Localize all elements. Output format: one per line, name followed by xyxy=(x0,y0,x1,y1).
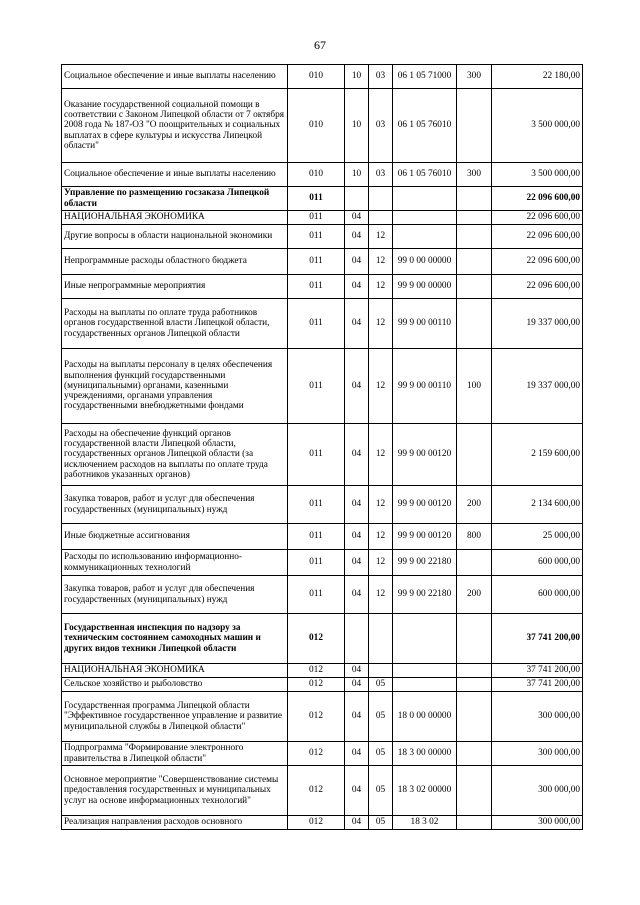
item-name-cell: Расходы на выплаты персоналу в целях обеспечения выполнения функций государственными (муниципальными) органами, казенными учреждениями, органами управления государственными внебюджетными фондами xyxy=(62,349,288,424)
section-code-cell: 04 xyxy=(345,249,369,275)
table-row xyxy=(62,349,583,424)
section-code-cell: 04 xyxy=(345,550,369,576)
target-code-cell: 99 9 00 22180 xyxy=(393,576,457,614)
ministry-code-cell: 012 xyxy=(288,692,345,742)
item-name-cell: Расходы на обеспечение функций органов государственной власти Липецкой области, государственных органов Липецкой области (за исключением расходов на выплаты по оплате труда работников указанных органов) xyxy=(62,424,288,486)
item-name-cell: Закупка товаров, работ и услуг для обеспечения государственных (муниципальных) нужд xyxy=(62,486,288,524)
expense-type-code-cell xyxy=(457,678,492,692)
table-row xyxy=(62,65,583,89)
expense-type-code-cell: 100 xyxy=(457,349,492,424)
amount-cell: 37 741 200,00 xyxy=(492,614,583,664)
target-code-cell: 06 1 05 76010 xyxy=(393,163,457,187)
subsection-code-cell: 12 xyxy=(369,486,393,524)
expense-type-code-cell: 800 xyxy=(457,524,492,550)
table-row xyxy=(62,576,583,614)
item-name-cell: Социальное обеспечение и иные выплаты населению xyxy=(62,163,288,187)
item-name-cell: Иные бюджетные ассигнования xyxy=(62,524,288,550)
expense-type-code-cell xyxy=(457,211,492,225)
amount-cell: 300 000,00 xyxy=(492,742,583,766)
amount-cell: 3 500 000,00 xyxy=(492,89,583,163)
amount-cell: 22 096 600,00 xyxy=(492,225,583,249)
amount-cell: 22 096 600,00 xyxy=(492,211,583,225)
target-code-cell: 99 0 00 00000 xyxy=(393,249,457,275)
expense-type-code-cell xyxy=(457,614,492,664)
item-name-cell: Расходы по использованию информационно-коммуникационных технологий xyxy=(62,550,288,576)
subsection-code-cell: 05 xyxy=(369,816,393,830)
target-code-cell xyxy=(393,211,457,225)
ministry-code-cell: 011 xyxy=(288,225,345,249)
target-code-cell: 99 9 00 00120 xyxy=(393,524,457,550)
subsection-code-cell: 05 xyxy=(369,766,393,816)
expense-type-code-cell: 200 xyxy=(457,486,492,524)
amount-cell: 37 741 200,00 xyxy=(492,664,583,678)
ministry-code-cell: 010 xyxy=(288,163,345,187)
expense-type-code-cell xyxy=(457,766,492,816)
expense-type-code-cell xyxy=(457,249,492,275)
section-code-cell: 10 xyxy=(345,163,369,187)
subsection-code-cell: 12 xyxy=(369,225,393,249)
amount-cell: 37 741 200,00 xyxy=(492,678,583,692)
table-row xyxy=(62,299,583,349)
section-code-cell: 04 xyxy=(345,692,369,742)
subsection-code-cell: 05 xyxy=(369,678,393,692)
item-name-cell: Сельское хозяйство и рыболовство xyxy=(62,678,288,692)
expense-type-code-cell xyxy=(457,692,492,742)
subsection-code-cell: 12 xyxy=(369,524,393,550)
ministry-code-cell: 012 xyxy=(288,614,345,664)
section-code-cell: 04 xyxy=(345,816,369,830)
target-code-cell: 99 9 00 00110 xyxy=(393,349,457,424)
table-row xyxy=(62,614,583,664)
page-number: 67 xyxy=(314,38,326,52)
table-row xyxy=(62,249,583,275)
table-row xyxy=(62,211,583,225)
table-row xyxy=(62,89,583,163)
item-name-cell: НАЦИОНАЛЬНАЯ ЭКОНОМИКА xyxy=(62,664,288,678)
section-code-cell: 04 xyxy=(345,424,369,486)
table-row xyxy=(62,692,583,742)
ministry-code-cell: 011 xyxy=(288,576,345,614)
subsection-code-cell: 12 xyxy=(369,550,393,576)
subsection-code-cell: 03 xyxy=(369,89,393,163)
section-code-cell: 04 xyxy=(345,349,369,424)
target-code-cell: 99 9 00 22180 xyxy=(393,550,457,576)
ministry-code-cell: 012 xyxy=(288,664,345,678)
table-row xyxy=(62,678,583,692)
expense-type-code-cell xyxy=(457,275,492,299)
amount-cell: 300 000,00 xyxy=(492,816,583,830)
ministry-code-cell: 011 xyxy=(288,349,345,424)
amount-cell: 22 096 600,00 xyxy=(492,249,583,275)
subsection-code-cell: 12 xyxy=(369,576,393,614)
item-name-cell: Иные непрограммные мероприятия xyxy=(62,275,288,299)
item-name-cell: Государственная программа Липецкой области "Эффективное государственное управление и развитие муниципальной службы в Липецкой области" xyxy=(62,692,288,742)
expense-type-code-cell: 300 xyxy=(457,65,492,89)
subsection-code-cell xyxy=(369,187,393,211)
ministry-code-cell: 011 xyxy=(288,550,345,576)
ministry-code-cell: 011 xyxy=(288,187,345,211)
expense-type-code-cell xyxy=(457,816,492,830)
subsection-code-cell: 12 xyxy=(369,275,393,299)
item-name-cell: Непрограммные расходы областного бюджета xyxy=(62,249,288,275)
ministry-code-cell: 012 xyxy=(288,742,345,766)
ministry-code-cell: 010 xyxy=(288,89,345,163)
item-name-cell: НАЦИОНАЛЬНАЯ ЭКОНОМИКА xyxy=(62,211,288,225)
section-code-cell: 04 xyxy=(345,524,369,550)
expense-type-code-cell xyxy=(457,664,492,678)
subsection-code-cell: 03 xyxy=(369,163,393,187)
item-name-cell: Другие вопросы в области национальной экономики xyxy=(62,225,288,249)
amount-cell: 600 000,00 xyxy=(492,550,583,576)
section-code-cell: 04 xyxy=(345,486,369,524)
ministry-code-cell: 011 xyxy=(288,249,345,275)
target-code-cell: 99 9 00 00110 xyxy=(393,299,457,349)
ministry-code-cell: 010 xyxy=(288,65,345,89)
section-code-cell: 04 xyxy=(345,299,369,349)
amount-cell: 19 337 000,00 xyxy=(492,299,583,349)
ministry-code-cell: 012 xyxy=(288,766,345,816)
ministry-code-cell: 012 xyxy=(288,678,345,692)
target-code-cell: 18 3 02 00000 xyxy=(393,766,457,816)
expense-type-code-cell xyxy=(457,424,492,486)
ministry-code-cell: 011 xyxy=(288,275,345,299)
subsection-code-cell xyxy=(369,614,393,664)
amount-cell: 19 337 000,00 xyxy=(492,349,583,424)
target-code-cell: 18 3 02 xyxy=(393,816,457,830)
table-row xyxy=(62,742,583,766)
section-code-cell: 04 xyxy=(345,576,369,614)
target-code-cell: 99 9 00 00120 xyxy=(393,486,457,524)
expense-type-code-cell xyxy=(457,550,492,576)
section-code-cell: 04 xyxy=(345,275,369,299)
ministry-code-cell: 011 xyxy=(288,299,345,349)
expense-type-code-cell: 200 xyxy=(457,576,492,614)
target-code-cell: 06 1 05 76010 xyxy=(393,89,457,163)
subsection-code-cell xyxy=(369,211,393,225)
amount-cell: 300 000,00 xyxy=(492,766,583,816)
amount-cell: 3 500 000,00 xyxy=(492,163,583,187)
amount-cell: 300 000,00 xyxy=(492,692,583,742)
item-name-cell: Расходы на выплаты по оплате труда работников органов государственной власти Липецкой области, государственных органов Липецкой области xyxy=(62,299,288,349)
target-code-cell xyxy=(393,614,457,664)
expense-type-code-cell xyxy=(457,299,492,349)
table-row xyxy=(62,225,583,249)
section-code-cell: 04 xyxy=(345,766,369,816)
amount-cell: 2 134 600,00 xyxy=(492,486,583,524)
table-row xyxy=(62,816,583,830)
target-code-cell: 18 0 00 00000 xyxy=(393,692,457,742)
subsection-code-cell: 05 xyxy=(369,742,393,766)
expense-type-code-cell xyxy=(457,187,492,211)
item-name-cell: Управление по размещению госзаказа Липецкой области xyxy=(62,187,288,211)
item-name-cell: Закупка товаров, работ и услуг для обеспечения государственных (муниципальных) нужд xyxy=(62,576,288,614)
item-name-cell: Реализация направления расходов основного xyxy=(62,816,288,830)
section-code-cell: 04 xyxy=(345,225,369,249)
amount-cell: 22 180,00 xyxy=(492,65,583,89)
subsection-code-cell: 05 xyxy=(369,692,393,742)
expense-type-code-cell: 300 xyxy=(457,163,492,187)
target-code-cell xyxy=(393,187,457,211)
ministry-code-cell: 011 xyxy=(288,486,345,524)
table-row xyxy=(62,766,583,816)
target-code-cell xyxy=(393,664,457,678)
section-code-cell: 04 xyxy=(345,211,369,225)
section-code-cell xyxy=(345,187,369,211)
item-name-cell: Государственная инспекция по надзору за техническим состоянием самоходных машин и других видов техники Липецкой области xyxy=(62,614,288,664)
ministry-code-cell: 011 xyxy=(288,524,345,550)
item-name-cell: Подпрограмма "Формирование электронного правительства в Липецкой области" xyxy=(62,742,288,766)
item-name-cell: Социальное обеспечение и иные выплаты населению xyxy=(62,65,288,89)
table-row xyxy=(62,524,583,550)
table-row xyxy=(62,664,583,678)
amount-cell: 2 159 600,00 xyxy=(492,424,583,486)
target-code-cell xyxy=(393,225,457,249)
target-code-cell: 18 3 00 00000 xyxy=(393,742,457,766)
amount-cell: 22 096 600,00 xyxy=(492,187,583,211)
section-code-cell: 04 xyxy=(345,742,369,766)
subsection-code-cell: 12 xyxy=(369,249,393,275)
table-body xyxy=(62,65,583,830)
ministry-code-cell: 012 xyxy=(288,816,345,830)
target-code-cell xyxy=(393,678,457,692)
section-code-cell xyxy=(345,614,369,664)
expense-type-code-cell xyxy=(457,742,492,766)
expense-type-code-cell xyxy=(457,89,492,163)
section-code-cell: 04 xyxy=(345,678,369,692)
subsection-code-cell: 12 xyxy=(369,424,393,486)
target-code-cell: 06 1 05 71000 xyxy=(393,65,457,89)
target-code-cell: 99 9 00 00120 xyxy=(393,424,457,486)
target-code-cell: 99 9 00 00000 xyxy=(393,275,457,299)
subsection-code-cell: 12 xyxy=(369,299,393,349)
expense-type-code-cell xyxy=(457,225,492,249)
subsection-code-cell: 03 xyxy=(369,65,393,89)
subsection-code-cell: 12 xyxy=(369,349,393,424)
item-name-cell: Основное мероприятие "Совершенствование системы предоставления государственных и муниципальных услуг на основе информационных технологий" xyxy=(62,766,288,816)
table-row xyxy=(62,550,583,576)
subsection-code-cell xyxy=(369,664,393,678)
table-row xyxy=(62,163,583,187)
table-row xyxy=(62,486,583,524)
amount-cell: 22 096 600,00 xyxy=(492,275,583,299)
table-row xyxy=(62,275,583,299)
amount-cell: 600 000,00 xyxy=(492,576,583,614)
table-row xyxy=(62,424,583,486)
section-code-cell: 10 xyxy=(345,89,369,163)
budget-table xyxy=(61,64,583,830)
amount-cell: 25 000,00 xyxy=(492,524,583,550)
item-name-cell: Оказание государственной социальной помощи в соответствии с Законом Липецкой области от 7 октября 2008 года № 187-ОЗ "О поощрительных и социальных выплатах в сфере культуры и искусства Липецкой области" xyxy=(62,89,288,163)
table-row xyxy=(62,187,583,211)
ministry-code-cell: 011 xyxy=(288,424,345,486)
ministry-code-cell: 011 xyxy=(288,211,345,225)
section-code-cell: 10 xyxy=(345,65,369,89)
section-code-cell: 04 xyxy=(345,664,369,678)
